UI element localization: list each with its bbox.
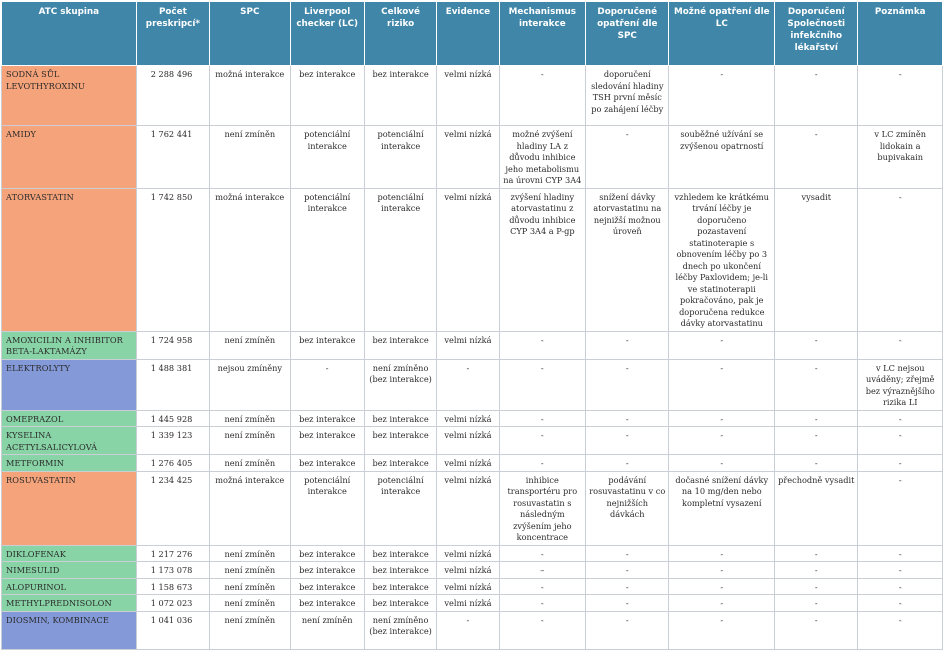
- society-recommendation-cell: -: [775, 359, 858, 410]
- total-risk-cell: není zmíněno (bez interakce): [364, 611, 436, 649]
- spc-cell: možná interakce: [210, 188, 290, 331]
- table-row: [2, 126, 943, 189]
- spc-measure-cell: -: [586, 126, 669, 189]
- lc-cell: bez interakce: [290, 578, 364, 595]
- evidence-cell: velmi nízká: [437, 188, 499, 331]
- mechanism-cell: -: [499, 410, 585, 427]
- lc-measure-cell: souběžné užívání se zvýšenou opatrností: [669, 126, 775, 189]
- lc-cell: není zmíněn: [290, 611, 364, 649]
- spc-measure-cell: snížení dávky atorvastatinu na nejnižší možnou úroveň: [586, 188, 669, 331]
- header-spc-measure: Doporučené opatření dle SPC: [586, 2, 669, 66]
- atc-group-cell: ELEKTROLYTY: [2, 359, 137, 410]
- mechanism-cell: zvýšení hladiny atorvastatinu z důvodu inhibice CYP 3A4 a P-gp: [499, 188, 585, 331]
- society-recommendation-cell: -: [775, 126, 858, 189]
- atc-group-cell: OMEPRAZOL: [2, 410, 137, 427]
- lc-measure-cell: -: [669, 331, 775, 359]
- note-cell: -: [858, 455, 943, 472]
- header-prescription-count: Počet preskripcí*: [136, 2, 209, 66]
- prescription-count-cell: 1 234 425: [136, 471, 209, 545]
- header-note: Poznámka: [858, 2, 943, 66]
- spc-cell: není zmíněn: [210, 410, 290, 427]
- table-row: [2, 562, 943, 579]
- atc-group-cell: NIMESULID: [2, 562, 137, 579]
- table-row: [2, 545, 943, 562]
- prescription-count-cell: 1 488 381: [136, 359, 209, 410]
- lc-measure-cell: -: [669, 595, 775, 612]
- atc-group-cell: METFORMIN: [2, 455, 137, 472]
- note-cell: -: [858, 611, 943, 649]
- header-total-risk: Celkové riziko: [364, 2, 436, 66]
- lc-cell: -: [290, 359, 364, 410]
- society-recommendation-cell: -: [775, 455, 858, 472]
- society-recommendation-cell: -: [775, 611, 858, 649]
- spc-measure-cell: -: [586, 562, 669, 579]
- evidence-cell: velmi nízká: [437, 66, 499, 126]
- header-evidence: Evidence: [437, 2, 499, 66]
- spc-cell: není zmíněn: [210, 126, 290, 189]
- header-atc-group: ATC skupina: [2, 2, 137, 66]
- atc-group-cell: DIKLOFENAK: [2, 545, 137, 562]
- lc-measure-cell: dočasné snížení dávky na 10 mg/den nebo kompletní vysazení: [669, 471, 775, 545]
- prescription-count-cell: 1 742 850: [136, 188, 209, 331]
- total-risk-cell: bez interakce: [364, 562, 436, 579]
- table-header: [2, 2, 943, 66]
- mechanism-cell: -: [499, 611, 585, 649]
- spc-measure-cell: -: [586, 595, 669, 612]
- mechanism-cell: -: [499, 331, 585, 359]
- society-recommendation-cell: -: [775, 66, 858, 126]
- lc-measure-cell: -: [669, 66, 775, 126]
- lc-measure-cell: -: [669, 359, 775, 410]
- prescription-count-cell: 1 158 673: [136, 578, 209, 595]
- header-row: [2, 2, 943, 66]
- mechanism-cell: možné zvýšení hladiny LA z důvodu inhibice jeho metabolismu na úrovni CYP 3A4: [499, 126, 585, 189]
- table-row: [2, 427, 943, 455]
- note-cell: -: [858, 471, 943, 545]
- atc-group-cell: ATORVASTATIN: [2, 188, 137, 331]
- spc-measure-cell: -: [586, 455, 669, 472]
- spc-cell: není zmíněn: [210, 595, 290, 612]
- spc-cell: možná interakce: [210, 66, 290, 126]
- prescription-count-cell: 1 041 036: [136, 611, 209, 649]
- note-cell: v LC zmíněn lidokain a bupivakain: [858, 126, 943, 189]
- total-risk-cell: bez interakce: [364, 427, 436, 455]
- evidence-cell: velmi nízká: [437, 562, 499, 579]
- society-recommendation-cell: -: [775, 562, 858, 579]
- evidence-cell: velmi nízká: [437, 410, 499, 427]
- lc-cell: bez interakce: [290, 331, 364, 359]
- prescription-count-cell: 1 724 958: [136, 331, 209, 359]
- society-recommendation-cell: -: [775, 595, 858, 612]
- total-risk-cell: bez interakce: [364, 455, 436, 472]
- total-risk-cell: potenciální interakce: [364, 188, 436, 331]
- spc-cell: není zmíněn: [210, 455, 290, 472]
- lc-cell: bez interakce: [290, 66, 364, 126]
- prescription-count-cell: 2 288 496: [136, 66, 209, 126]
- evidence-cell: -: [437, 359, 499, 410]
- evidence-cell: -: [437, 611, 499, 649]
- mechanism-cell: -: [499, 427, 585, 455]
- note-cell: -: [858, 595, 943, 612]
- atc-group-cell: METHYLPREDNISOLON: [2, 595, 137, 612]
- header-society-recommendation: Doporučení Společnosti infekčního lékařství: [775, 2, 858, 66]
- spc-cell: není zmíněn: [210, 331, 290, 359]
- total-risk-cell: bez interakce: [364, 66, 436, 126]
- evidence-cell: velmi nízká: [437, 331, 499, 359]
- table-row: [2, 410, 943, 427]
- lc-cell: bez interakce: [290, 410, 364, 427]
- mechanism-cell: inhibice transportéru pro rosuvastatin s následným zvýšením jeho koncentrace: [499, 471, 585, 545]
- lc-measure-cell: -: [669, 611, 775, 649]
- table-row: [2, 66, 943, 126]
- lc-cell: bez interakce: [290, 427, 364, 455]
- total-risk-cell: bez interakce: [364, 331, 436, 359]
- header-liverpool-checker: Liverpool checker (LC): [290, 2, 364, 66]
- mechanism-cell: -: [499, 66, 585, 126]
- mechanism-cell: -: [499, 595, 585, 612]
- lc-measure-cell: vzhledem ke krátkému trvání léčby je doporučeno pozastavení statinoterapie s obnovením léčby po 3 dnech po ukončení léčby Paxlovidem; je-li ve statinoterapii pokračováno, pak je doporučena redukce dávky atorvastatinu: [669, 188, 775, 331]
- society-recommendation-cell: vysadit: [775, 188, 858, 331]
- lc-measure-cell: -: [669, 427, 775, 455]
- spc-measure-cell: -: [586, 331, 669, 359]
- spc-cell: není zmíněn: [210, 545, 290, 562]
- table-row: [2, 611, 943, 649]
- evidence-cell: velmi nízká: [437, 545, 499, 562]
- spc-measure-cell: -: [586, 545, 669, 562]
- atc-group-cell: DIOSMIN, KOMBINACE: [2, 611, 137, 649]
- lc-cell: potenciální interakce: [290, 471, 364, 545]
- header-spc: SPC: [210, 2, 290, 66]
- total-risk-cell: bez interakce: [364, 410, 436, 427]
- prescription-count-cell: 1 445 928: [136, 410, 209, 427]
- society-recommendation-cell: -: [775, 410, 858, 427]
- table-row: [2, 359, 943, 410]
- atc-interaction-table: [1, 1, 943, 650]
- spc-cell: není zmíněn: [210, 427, 290, 455]
- note-cell: -: [858, 545, 943, 562]
- spc-measure-cell: doporučení sledování hladiny TSH první měsíc po zahájení léčby: [586, 66, 669, 126]
- note-cell: -: [858, 578, 943, 595]
- header-interaction-mechanism: Mechanismus interakce: [499, 2, 585, 66]
- prescription-count-cell: 1 339 123: [136, 427, 209, 455]
- evidence-cell: velmi nízká: [437, 471, 499, 545]
- table-body: [2, 66, 943, 650]
- society-recommendation-cell: -: [775, 578, 858, 595]
- prescription-count-cell: 1 072 023: [136, 595, 209, 612]
- note-cell: -: [858, 562, 943, 579]
- evidence-cell: velmi nízká: [437, 595, 499, 612]
- atc-group-cell: AMIDY: [2, 126, 137, 189]
- table-row: [2, 455, 943, 472]
- lc-cell: potenciální interakce: [290, 188, 364, 331]
- lc-cell: potenciální interakce: [290, 126, 364, 189]
- note-cell: -: [858, 331, 943, 359]
- table-row: [2, 331, 943, 359]
- lc-measure-cell: -: [669, 410, 775, 427]
- spc-measure-cell: podávání rosuvastatinu v co nejnižších dávkách: [586, 471, 669, 545]
- lc-cell: bez interakce: [290, 545, 364, 562]
- spc-cell: možná interakce: [210, 471, 290, 545]
- atc-group-cell: ROSUVASTATIN: [2, 471, 137, 545]
- table-row: [2, 595, 943, 612]
- spc-cell: není zmíněn: [210, 562, 290, 579]
- table-row: [2, 578, 943, 595]
- atc-group-cell: ALOPURINOL: [2, 578, 137, 595]
- note-cell: v LC nejsou uváděny; zřejmě bez výraznějšího rizika LI: [858, 359, 943, 410]
- spc-measure-cell: -: [586, 578, 669, 595]
- lc-measure-cell: -: [669, 455, 775, 472]
- total-risk-cell: bez interakce: [364, 595, 436, 612]
- note-cell: -: [858, 410, 943, 427]
- evidence-cell: velmi nízká: [437, 427, 499, 455]
- header-lc-measure: Možné opatření dle LC: [669, 2, 775, 66]
- spc-cell: není zmíněn: [210, 611, 290, 649]
- lc-cell: bez interakce: [290, 562, 364, 579]
- evidence-cell: velmi nízká: [437, 126, 499, 189]
- society-recommendation-cell: přechodně vysadit: [775, 471, 858, 545]
- note-cell: -: [858, 188, 943, 331]
- note-cell: -: [858, 66, 943, 126]
- prescription-count-cell: 1 276 405: [136, 455, 209, 472]
- spc-measure-cell: -: [586, 611, 669, 649]
- atc-group-cell: AMOXICILIN A INHIBITOR BETA-LAKTAMÁZY: [2, 331, 137, 359]
- lc-cell: bez interakce: [290, 455, 364, 472]
- note-cell: -: [858, 427, 943, 455]
- prescription-count-cell: 1 217 276: [136, 545, 209, 562]
- atc-group-cell: SODNÁ SŮL LEVOTHYROXINU: [2, 66, 137, 126]
- society-recommendation-cell: -: [775, 545, 858, 562]
- society-recommendation-cell: -: [775, 331, 858, 359]
- lc-measure-cell: -: [669, 545, 775, 562]
- table-row: [2, 188, 943, 331]
- total-risk-cell: bez interakce: [364, 578, 436, 595]
- mechanism-cell: –: [499, 562, 585, 579]
- mechanism-cell: -: [499, 545, 585, 562]
- prescription-count-cell: 1 173 078: [136, 562, 209, 579]
- mechanism-cell: -: [499, 455, 585, 472]
- spc-cell: není zmíněn: [210, 578, 290, 595]
- prescription-count-cell: 1 762 441: [136, 126, 209, 189]
- mechanism-cell: -: [499, 359, 585, 410]
- total-risk-cell: bez interakce: [364, 545, 436, 562]
- lc-measure-cell: -: [669, 578, 775, 595]
- society-recommendation-cell: -: [775, 427, 858, 455]
- total-risk-cell: není zmíněno (bez interakce): [364, 359, 436, 410]
- spc-cell: nejsou zmíněny: [210, 359, 290, 410]
- total-risk-cell: potenciální interakce: [364, 126, 436, 189]
- lc-cell: bez interakce: [290, 595, 364, 612]
- evidence-cell: velmi nízká: [437, 455, 499, 472]
- evidence-cell: velmi nízká: [437, 578, 499, 595]
- mechanism-cell: -: [499, 578, 585, 595]
- total-risk-cell: potenciální interakce: [364, 471, 436, 545]
- lc-measure-cell: -: [669, 562, 775, 579]
- spc-measure-cell: -: [586, 427, 669, 455]
- table-row: [2, 471, 943, 545]
- atc-group-cell: KYSELINA ACETYLSALICYLOVÁ: [2, 427, 137, 455]
- spc-measure-cell: -: [586, 410, 669, 427]
- spc-measure-cell: -: [586, 359, 669, 410]
